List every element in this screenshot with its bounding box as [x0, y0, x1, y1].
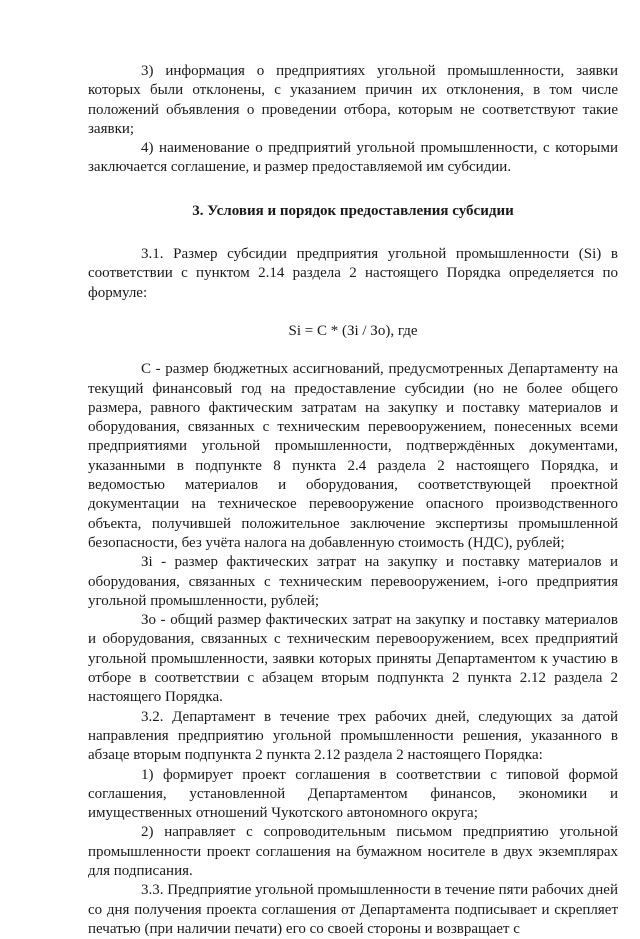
paragraph-3-2-item-2: 2) направляет с сопроводительным письмом предприятию угольной промышленности проект соглашения на бумажном носителе в двух экземплярах для подписания.: [88, 824, 618, 879]
section-heading: 3. Условия и порядок предоставления субсидии: [192, 202, 514, 219]
paragraph-3-2: 3.2. Департамент в течение трех рабочих дней, следующих за датой направления предприятию угольной промышленности решения, указанного в абзаце вторым подпункта 2 пункта 2.12 раздела 2 настоящего Порядка:: [88, 708, 618, 764]
paragraph-3-2-item-1: 1) формирует проект соглашения в соответствии с типовой формой соглашения, установленной Департаментом финансов, экономики и имущественных отношений Чукотского автономного округа;: [88, 766, 618, 822]
paragraph-3-3: 3.3. Предприятие угольной промышленности в течение пяти рабочих дней со дня получения проекта соглашения от Департамента подписывает и скрепляет печатью (при наличии печати) его со своей стороны и возвращает с: [88, 882, 618, 937]
definition-zo: Зо - общий размер фактических затрат на закупку и поставку материалов и оборудования, связанных с техническим перевооружением, всех предприятий угольной промышленности, заявки которых приняты Департаментом к участию в отборе в соответствии с абзацем вторым подпункта 2 пункта 2.12 раздела 2 настоящего Порядка.: [88, 612, 618, 706]
paragraph-3-1: 3.1. Размер субсидии предприятия угольной промышленности (Si) в соответствии с пунктом 2.14 раздела 2 настоящего Порядка определяется по формуле:: [88, 246, 618, 301]
formula: Si = С * (Зi / Зо), где: [288, 322, 418, 339]
paragraph-item-3: 3) информация о предприятиях угольной промышленности, заявки которых были отклонены, с указанием причин их отклонения, в том числе положений объявления о проведении отбора, которым не соответствуют такие заявки;: [88, 63, 618, 137]
definition-zi: Зi - размер фактических затрат на закупку и поставку материалов и оборудования, связанных с техническим перевооружением, i-ого предприятия угольной промышленности, рублей;: [88, 554, 618, 609]
definition-c: С - размер бюджетных ассигнований, предусмотренных Департаменту на текущий финансовый год на предоставление субсидии (но не более общего размера, равного фактическим затратам на закупку и поставку материалов и оборудования, связанных с техническим перевооружением, понесенных всеми предприятиями угольной промышленности, подтверждённых документами, указанными в подпункте 8 пункта 2.4 раздела 2 настоящего Порядка, и ведомостью материалов и оборудования, соответствующей проектной документации на техническое перевооружение опасного производственного объекта, получившей положительное заключение экспертизы промышленной безопасности, без учёта налога на добавленную стоимость (НДС), рублей;: [88, 361, 618, 551]
paragraph-item-4: 4) наименование о предприятий угольной промышленности, с которыми заключается соглашение, и размер предоставляемой им субсидии.: [88, 140, 618, 176]
